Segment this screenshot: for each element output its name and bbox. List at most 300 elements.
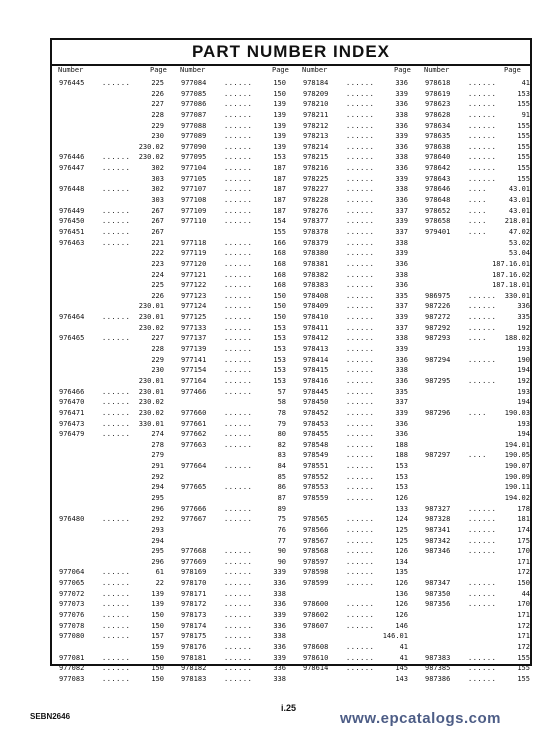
part-number: 979401	[425, 227, 451, 236]
page-reference: 339	[395, 408, 408, 417]
part-number: 977072	[59, 589, 85, 598]
index-row	[418, 280, 540, 291]
leader-dots: ......	[468, 600, 497, 609]
page-reference: 339	[395, 249, 408, 258]
page-reference: 43.01	[508, 196, 530, 205]
page-reference: 190.03	[504, 408, 530, 417]
part-number: 977082	[59, 664, 85, 673]
leader-dots: ......	[346, 302, 375, 311]
page-reference: 278	[151, 440, 164, 449]
index-row	[174, 419, 296, 430]
index-column-1	[52, 78, 174, 685]
leader-dots: ......	[224, 589, 253, 598]
index-row	[418, 631, 540, 642]
index-row	[418, 291, 540, 302]
part-number: 978565	[303, 515, 329, 524]
index-row	[174, 163, 296, 174]
part-number: 978640	[425, 153, 451, 162]
page-reference: 139	[273, 121, 286, 130]
page-reference: 339	[395, 345, 408, 354]
index-row	[174, 110, 296, 121]
part-number: 977076	[59, 611, 85, 620]
part-number: 978174	[181, 621, 207, 630]
page-reference: 143	[395, 674, 408, 683]
leader-dots: ......	[224, 632, 253, 641]
part-number: 976466	[59, 387, 85, 396]
index-row	[174, 312, 296, 323]
page-reference: 44	[521, 589, 530, 598]
leader-dots: ....	[468, 185, 487, 194]
leader-dots: ......	[346, 270, 375, 279]
part-number: 978181	[181, 653, 207, 662]
index-row	[52, 482, 174, 493]
page-reference: 153	[517, 89, 530, 98]
index-row	[174, 387, 296, 398]
index-row	[418, 110, 540, 121]
index-row	[418, 216, 540, 227]
part-number: 987385	[425, 664, 451, 673]
index-row	[296, 567, 418, 578]
part-number: 978214	[303, 142, 329, 151]
page-reference: 339	[395, 132, 408, 141]
page-reference: 153	[273, 355, 286, 364]
index-row	[52, 216, 174, 227]
index-row	[52, 238, 174, 249]
part-number: 977080	[59, 632, 85, 641]
leader-dots: ......	[102, 611, 131, 620]
page-reference: 230.01	[138, 313, 164, 322]
leader-dots: ....	[468, 334, 487, 343]
index-row	[52, 174, 174, 185]
part-number: 978634	[425, 121, 451, 130]
part-number: 978549	[303, 451, 329, 460]
page-reference: 86	[277, 483, 286, 492]
index-row	[418, 387, 540, 398]
leader-dots: ......	[102, 334, 131, 343]
page-reference: 296	[151, 504, 164, 513]
page-reference: 153	[395, 462, 408, 471]
page-reference: 168	[273, 281, 286, 290]
page-reference: 279	[151, 451, 164, 460]
part-number: 987292	[425, 323, 451, 332]
leader-dots: ......	[102, 600, 131, 609]
index-row	[418, 131, 540, 142]
part-number: 977663	[181, 440, 207, 449]
part-number: 978216	[303, 164, 329, 173]
index-row	[174, 376, 296, 387]
page-reference: 227	[151, 334, 164, 343]
index-row	[52, 408, 174, 419]
part-number: 977668	[181, 547, 207, 556]
index-row	[296, 663, 418, 674]
index-row	[52, 440, 174, 451]
index-row	[418, 610, 540, 621]
leader-dots: ......	[346, 525, 375, 534]
page-reference: 41	[521, 79, 530, 87]
leader-dots: ....	[468, 196, 487, 205]
page-reference: 190	[517, 355, 530, 364]
index-row	[418, 461, 540, 472]
page-reference: 155	[517, 164, 530, 173]
page-reference: 146.01	[382, 632, 408, 641]
index-row	[296, 472, 418, 483]
page-reference: 339	[395, 313, 408, 322]
page-reference: 230	[151, 366, 164, 375]
index-row	[418, 642, 540, 653]
page-reference: 133	[395, 504, 408, 513]
index-row	[52, 631, 174, 642]
leader-dots: ......	[346, 430, 375, 439]
index-row	[296, 206, 418, 217]
leader-dots: ......	[468, 100, 497, 109]
page-title: PART NUMBER INDEX	[52, 40, 530, 66]
column-1-page-header: Page	[150, 66, 167, 74]
leader-dots: ......	[346, 387, 375, 396]
page-reference: 150	[151, 611, 164, 620]
leader-dots: ......	[224, 504, 253, 513]
index-row	[418, 206, 540, 217]
leader-dots: ......	[468, 313, 497, 322]
page-reference: 336	[517, 302, 530, 311]
part-number: 977104	[181, 164, 207, 173]
index-row	[296, 280, 418, 291]
index-row	[418, 599, 540, 610]
page-reference: 339	[395, 174, 408, 183]
index-row	[418, 482, 540, 493]
leader-dots: ......	[346, 664, 375, 673]
index-row	[174, 557, 296, 568]
page-reference: 168	[273, 270, 286, 279]
index-row	[52, 291, 174, 302]
index-row	[296, 259, 418, 270]
page-reference: 139	[273, 100, 286, 109]
leader-dots: ......	[346, 334, 375, 343]
leader-dots: ......	[224, 291, 253, 300]
leader-dots: ......	[468, 110, 497, 119]
leader-dots: ......	[346, 355, 375, 364]
leader-dots: ......	[468, 653, 497, 662]
index-row	[52, 365, 174, 376]
page-reference: 218.01	[504, 217, 530, 226]
index-row	[174, 642, 296, 653]
leader-dots: ......	[224, 419, 253, 428]
leader-dots: ......	[346, 579, 375, 588]
part-number: 978411	[303, 323, 329, 332]
leader-dots: ......	[102, 408, 131, 417]
page-reference: 90	[277, 557, 286, 566]
part-number: 976465	[59, 334, 85, 343]
index-row	[418, 184, 540, 195]
page-reference: 187.16.01	[492, 259, 530, 268]
index-row	[296, 578, 418, 589]
index-row	[52, 599, 174, 610]
leader-dots: ......	[346, 259, 375, 268]
leader-dots: ......	[224, 345, 253, 354]
page-reference: 171	[517, 557, 530, 566]
part-number: 978646	[425, 185, 451, 194]
page-reference: 335	[517, 313, 530, 322]
part-number: 978648	[425, 196, 451, 205]
leader-dots: ......	[102, 387, 131, 396]
page-reference: 330.01	[504, 291, 530, 300]
index-row	[296, 99, 418, 110]
index-row	[296, 674, 418, 685]
index-row	[52, 536, 174, 547]
part-number: 978170	[181, 579, 207, 588]
leader-dots: ......	[346, 398, 375, 407]
index-row	[296, 642, 418, 653]
part-number: 977064	[59, 568, 85, 577]
page-reference: 267	[151, 227, 164, 236]
index-row	[52, 227, 174, 238]
page-reference: 187.16.02	[492, 270, 530, 279]
index-row	[52, 514, 174, 525]
index-row	[296, 419, 418, 430]
page-reference: 124	[395, 515, 408, 524]
part-number: 987342	[425, 536, 451, 545]
index-row	[296, 631, 418, 642]
index-row	[296, 78, 418, 89]
leader-dots: ......	[346, 217, 375, 226]
leader-dots: ......	[346, 164, 375, 173]
index-row	[418, 376, 540, 387]
page-reference: 292	[151, 515, 164, 524]
index-row	[52, 504, 174, 515]
index-row	[418, 589, 540, 600]
leader-dots: ......	[468, 323, 497, 332]
leader-dots: ......	[346, 472, 375, 481]
index-row	[174, 610, 296, 621]
leader-dots: ......	[346, 557, 375, 566]
part-number: 978225	[303, 174, 329, 183]
page-reference: 336	[395, 79, 408, 87]
part-number: 978635	[425, 132, 451, 141]
index-row	[52, 259, 174, 270]
part-number: 977123	[181, 291, 207, 300]
page-reference: 170	[517, 600, 530, 609]
page-reference: 338	[273, 632, 286, 641]
index-row	[52, 419, 174, 430]
index-row	[418, 99, 540, 110]
leader-dots: ......	[224, 196, 253, 205]
leader-dots: ......	[346, 642, 375, 651]
page-reference: 187.18.01	[492, 281, 530, 290]
page-reference: 230.01	[138, 387, 164, 396]
leader-dots: ......	[224, 515, 253, 524]
index-row	[52, 546, 174, 557]
leader-dots: ......	[346, 462, 375, 471]
part-number: 977661	[181, 419, 207, 428]
leader-dots: ......	[346, 653, 375, 662]
leader-dots: ......	[102, 185, 131, 194]
page-reference: 43.01	[508, 185, 530, 194]
page-reference: 58	[277, 398, 286, 407]
index-row	[296, 365, 418, 376]
index-row	[418, 152, 540, 163]
part-number: 976450	[59, 217, 85, 226]
index-row	[52, 142, 174, 153]
index-row	[52, 355, 174, 366]
page-reference: 90	[277, 547, 286, 556]
part-number: 977090	[181, 142, 207, 151]
part-number: 987383	[425, 653, 451, 662]
column-4-number-header: Number	[424, 66, 450, 74]
index-row	[296, 408, 418, 419]
leader-dots: ......	[346, 281, 375, 290]
page-reference: 136	[395, 589, 408, 598]
page-reference: 230.02	[138, 153, 164, 162]
leader-dots: ......	[346, 227, 375, 236]
part-number: 978169	[181, 568, 207, 577]
page-reference: 228	[151, 345, 164, 354]
leader-dots: ......	[346, 206, 375, 215]
part-number: 977073	[59, 600, 85, 609]
part-number: 978559	[303, 493, 329, 502]
index-row	[52, 333, 174, 344]
leader-dots: ......	[346, 238, 375, 247]
leader-dots: ......	[468, 174, 497, 183]
watermark: www.epcatalogs.com	[340, 710, 501, 727]
leader-dots: ......	[224, 302, 253, 311]
part-number: 978658	[425, 217, 451, 226]
leader-dots: ......	[224, 153, 253, 162]
page-reference: 155	[517, 100, 530, 109]
page-reference: 267	[151, 217, 164, 226]
page-reference: 190.09	[504, 472, 530, 481]
page-reference: 187	[273, 164, 286, 173]
part-number: 978599	[303, 579, 329, 588]
page-reference: 230.02	[138, 323, 164, 332]
part-number: 978184	[303, 79, 329, 87]
index-row	[296, 312, 418, 323]
index-row	[52, 312, 174, 323]
part-number: 978567	[303, 536, 329, 545]
page-reference: 194	[517, 366, 530, 375]
index-row	[418, 578, 540, 589]
part-number: 978568	[303, 547, 329, 556]
part-number: 978450	[303, 398, 329, 407]
leader-dots: ......	[224, 366, 253, 375]
index-row	[418, 301, 540, 312]
page-reference: 53.02	[508, 238, 530, 247]
leader-dots: ......	[346, 323, 375, 332]
page-reference: 336	[395, 196, 408, 205]
part-number: 977095	[181, 153, 207, 162]
index-column-2	[174, 78, 296, 685]
part-number: 977124	[181, 302, 207, 311]
part-number: 978600	[303, 600, 329, 609]
index-row	[296, 195, 418, 206]
page-reference: 41	[399, 642, 408, 651]
leader-dots: ......	[346, 313, 375, 322]
leader-dots: ......	[346, 376, 375, 385]
leader-dots: ......	[468, 142, 497, 151]
part-number: 977086	[181, 100, 207, 109]
index-row	[174, 99, 296, 110]
part-number: 978381	[303, 259, 329, 268]
part-number: 977105	[181, 174, 207, 183]
index-row	[296, 344, 418, 355]
page-reference: 85	[277, 472, 286, 481]
page-reference: 139	[273, 142, 286, 151]
index-row	[174, 195, 296, 206]
page-reference: 193	[517, 345, 530, 354]
page-reference: 193	[517, 387, 530, 396]
page-reference: 166	[273, 238, 286, 247]
index-row	[52, 280, 174, 291]
part-number: 978383	[303, 281, 329, 290]
index-row	[418, 344, 540, 355]
leader-dots: ......	[468, 579, 497, 588]
page-reference: 230.02	[138, 398, 164, 407]
part-number: 976448	[59, 185, 85, 194]
page-reference: 335	[395, 387, 408, 396]
index-row	[296, 653, 418, 664]
index-row	[296, 397, 418, 408]
index-row	[296, 110, 418, 121]
page-reference: 150	[273, 89, 286, 98]
index-row	[296, 546, 418, 557]
leader-dots: ......	[346, 345, 375, 354]
index-row	[296, 589, 418, 600]
leader-dots: ......	[102, 227, 131, 236]
index-row	[418, 259, 540, 270]
index-row	[418, 546, 540, 557]
index-row	[52, 78, 174, 89]
part-number: 977107	[181, 185, 207, 194]
leader-dots: ......	[468, 664, 497, 673]
index-row	[52, 206, 174, 217]
index-row	[296, 440, 418, 451]
page-reference: 125	[395, 525, 408, 534]
leader-dots: ......	[224, 89, 253, 98]
index-row	[174, 344, 296, 355]
index-row	[52, 567, 174, 578]
index-row	[174, 323, 296, 334]
leader-dots: ......	[468, 164, 497, 173]
page-reference: 134	[395, 557, 408, 566]
part-number: 977141	[181, 355, 207, 364]
page-reference: 294	[151, 536, 164, 545]
leader-dots: ......	[224, 206, 253, 215]
page-reference: 153	[395, 483, 408, 492]
index-row	[418, 408, 540, 419]
part-number: 986975	[425, 291, 451, 300]
part-number: 978228	[303, 196, 329, 205]
page-reference: 153	[273, 345, 286, 354]
part-number: 978377	[303, 217, 329, 226]
index-row	[418, 621, 540, 632]
page-reference: 187	[273, 174, 286, 183]
index-row	[296, 536, 418, 547]
part-number: 976451	[59, 227, 85, 236]
page-reference: 53.04	[508, 249, 530, 258]
page-reference: 192	[517, 323, 530, 332]
page-reference: 337	[395, 206, 408, 215]
page-reference: 339	[273, 568, 286, 577]
page-reference: 154	[273, 217, 286, 226]
page-reference: 303	[151, 196, 164, 205]
leader-dots: ....	[468, 451, 487, 460]
page-reference: 336	[395, 419, 408, 428]
leader-dots: ......	[346, 79, 375, 87]
index-row	[418, 355, 540, 366]
leader-dots: ......	[102, 568, 131, 577]
part-number: 987293	[425, 334, 451, 343]
index-row	[52, 663, 174, 674]
page-reference: 337	[395, 227, 408, 236]
index-row	[174, 493, 296, 504]
